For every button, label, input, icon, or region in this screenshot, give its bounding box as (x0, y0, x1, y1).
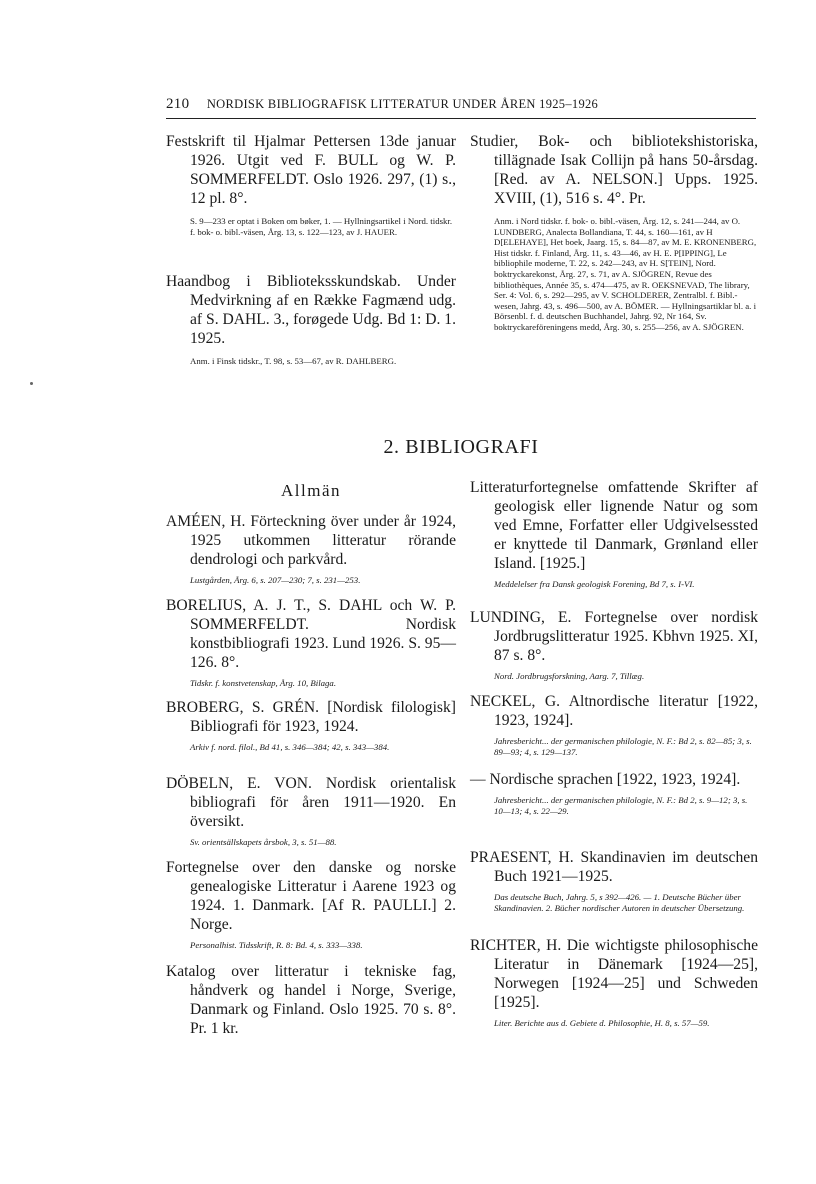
entry-ameen (166, 512, 456, 586)
section-title (166, 436, 756, 459)
section-name: BIBLIOGRAFI (405, 436, 539, 458)
entry-title: Haandbog i Biblioteksskundskab. Under Medvirkning af en Række Fagmænd udg. af S. DAHL. 3., forøgede Udg. Bd 1: D. 1. 1925. (166, 273, 456, 347)
entry-title: Fortegnelse over den danske og norske genealogiske Litteratur i Aarene 1923 og 1924. 1. Danmark. [Af R. PAULLI.] 2. Norge. (166, 859, 456, 933)
entry-praesent (470, 848, 758, 914)
entry-note: Meddelelser fra Dansk geologisk Forening, Bd 7, s. I-VI. (494, 579, 695, 589)
entry-katalog (166, 962, 456, 1038)
margin-mark (30, 382, 33, 385)
subsection-title: Allmän (281, 481, 341, 500)
entry-note: Jahresbericht... der germanischen philologie, N. F.: Bd 2, s. 9—12; 3, s. 10—13; 4, s. 22—29. (494, 795, 748, 816)
entry-title: LUNDING, E. Fortegnelse over nordisk Jordbrugslitteratur 1925. Kbhvn 1925. XI, 87 s. 8°. (470, 609, 758, 664)
entry-note: Liter. Berichte aus d. Gebiete d. Philosophie, H. 8, s. 57—59. (494, 1018, 710, 1028)
entry-title: BORELIUS, A. J. T., S. DAHL och W. P. SOMMERFELDT. Nordisk konstbibliografi 1923. Lund 1926. S. 95—126. 8°. (166, 597, 456, 671)
entry-lunding (470, 608, 758, 682)
entry-title: Litteraturfortegnelse omfattende Skrifter af geologisk eller lignende Natur og som ved Emne, Forfatter eller Udgivelsessted er knyttede til Danmark, Grønland eller Island. [1925.] (470, 479, 758, 572)
entry-note: Personalhist. Tidsskrift, R. 8: Bd. 4, s. 333—338. (190, 940, 363, 950)
entry-haandbog (166, 272, 456, 367)
entry-richter (470, 936, 758, 1029)
entry-neckel-sprachen (470, 770, 758, 817)
entry-title: DÖBELN, E. VON. Nordisk orientalisk bibliografi för åren 1911—1920. En översikt. (166, 775, 456, 830)
entry-neckel (470, 692, 758, 758)
entry-studier (470, 132, 758, 333)
entry-title: NECKEL, G. Altnordische literatur [1922, 1923, 1924]. (470, 693, 758, 729)
entry-note: Anm. i Finsk tidskr., T. 98, s. 53—67, av R. DAHLBERG. (190, 356, 397, 366)
entry-title: Studier, Bok- och bibliotekshistoriska, tillägnade Isak Collijn på hans 50-årsdag. [Red. av A. NELSON.] Upps. 1925. XVIII, (1), 516 s. 4°. Pr. (470, 133, 758, 207)
entry-litteraturfortegnelse (470, 478, 758, 590)
entry-title: PRAESENT, H. Skandinavien im deutschen Buch 1921—1925. (470, 849, 758, 885)
entry-title: AMÉEN, H. Förteckning över under år 1924, 1925 utkommen litteratur rörande dendrologi och parkvård. (166, 513, 456, 568)
entry-title: RICHTER, H. Die wichtigste philosophische Literatur in Dänemark [1924—25], Norwegen [1924—25] und Schweden [1925]. (470, 937, 758, 1011)
entry-note: Sv. orientsällskapets årsbok, 3, s. 51—88. (190, 837, 337, 847)
entry-note: Arkiv f. nord. filol., Bd 41, s. 346—384; 42, s. 343—384. (190, 742, 390, 752)
entry-dobeln (166, 774, 456, 848)
entry-title: BROBERG, S. GRÉN. [Nordisk filologisk] Bibliografi för 1923, 1924. (166, 699, 456, 735)
entry-note: Anm. i Nord tidskr. f. bok- o. bibl.-väsen, Årg. 12, s. 241—244, av O. LUNDBERG, Analecta Bollandiana, T. 44, s. 160—161, av H D[ELEHAYE], Het boek, Jaarg. 15, s. 84—87, av M. E. KRONENBERG, Hist tidskr. f. Finland, Årg. 11, s. 43—46, av H. E. P[IPPING], Le bibliophile moderne, T. 22, s. 242—243, av H. S[TEIN], Nord. boktryckarekonst, Årg. 27, s. 71, av A. SJÖGREN, Revue des bibliothèques, Année 35, s. 474—475, av R. OEKSNEVAD, The library, Ser. 4: Vol. 6, s. 292—295, av V. SCHOLDERER, Zentralbl. f. Bibl.-wesen, Jahrg. 43, s. 496—500, av A. BÖMER. — Hyllningsartiklar bl. a. i Börsenbl. f. d. deutschen Buchhandel, Jahrg. 92, Nr 164, Sv. boktryckareföreningens medd, Årg. 30, s. 255—256, av A. SJÖGREN. (494, 216, 757, 332)
entry-festskrift (166, 132, 456, 237)
entry-borelius (166, 596, 456, 689)
entry-note: Tidskr. f. konstvetenskap, Årg. 10, Bilaga. (190, 678, 337, 688)
running-header (166, 96, 756, 113)
header-rule (166, 118, 756, 119)
entry-note: Lustgården, Årg. 6, s. 207—230; 7, s. 231—253. (190, 575, 361, 585)
section-number: 2. (383, 436, 400, 458)
entry-note: S. 9—233 er optat i Boken om bøker, 1. — Hyllningsartikel i Nord. tidskr. f. bok- o. bibl.-väsen, Årg. 13, s. 122—123, av J. HAUER. (190, 216, 453, 237)
entry-note: Nord. Jordbrugsforskning, Aarg. 7, Tillæg. (494, 671, 645, 681)
page-number: 210 (166, 96, 190, 112)
entry-note: Jahresbericht... der germanischen philologie, N. F.: Bd 2, s. 82—85; 3, s. 89—93; 4, s. 129—137. (494, 736, 752, 757)
entry-note: Das deutsche Buch, Jahrg. 5, s 392—426. — 1. Deutsche Bücher über Skandinavien. 2. Bücher nordischer Autoren in deutscher Übersetzung. (494, 892, 745, 913)
entry-fortegnelse (166, 858, 456, 951)
entry-title: Festskrift til Hjalmar Pettersen 13de januar 1926. Utgit ved F. BULL og W. P. SOMMERFELDT. Oslo 1926. 297, (1) s., 12 pl. 8°. (166, 133, 456, 207)
entry-broberg (166, 698, 456, 753)
running-title: NORDISK BIBLIOGRAFISK LITTERATUR UNDER ÅREN 1925–1926 (206, 97, 599, 111)
entry-title: Katalog over litteratur i tekniske fag, håndverk og handel i Norge, Sverige, Danmark og Finland. Oslo 1925. 70 s. 8°. Pr. 1 kr. (166, 963, 456, 1037)
entry-title: — Nordische sprachen [1922, 1923, 1924]. (470, 771, 741, 788)
